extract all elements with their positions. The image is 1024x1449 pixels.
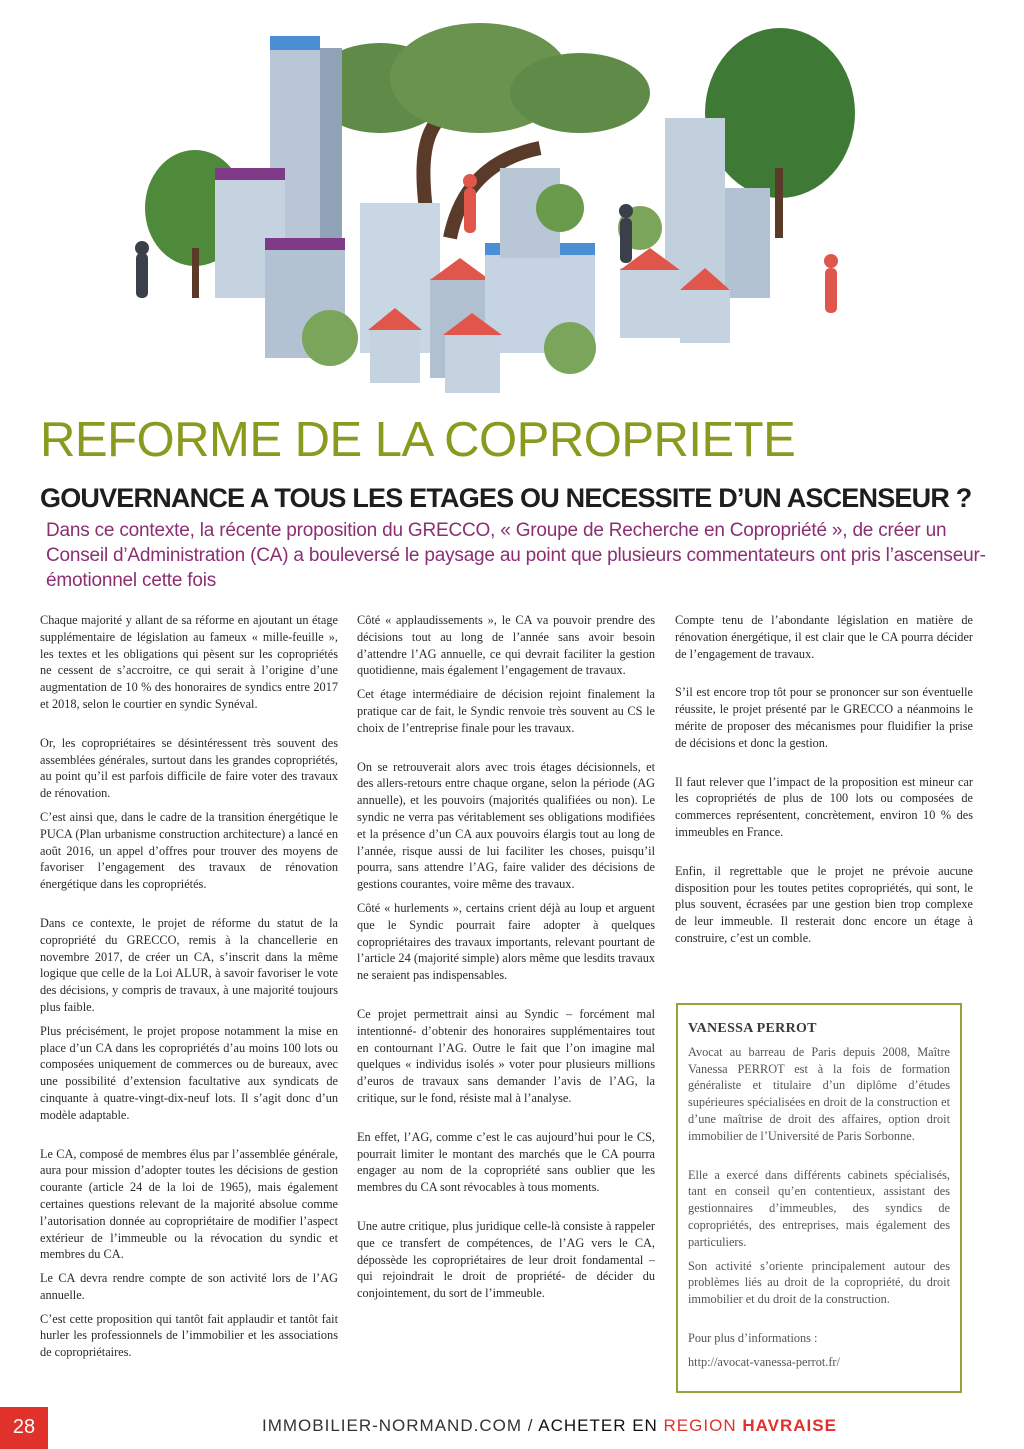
paragraph: Chaque majorité y allant de sa réforme en ajoutant un étage supplémentaire de législation au fameux « mille-feuille », les textes et les obligations qui pèsent sur les copropriétés ne cessent de s’accroitre, ce qui serait à l’origine d’une augmentation de 10 % des honoraires de syndics entre 2017 et 2018, selon le courtier en syndic Synéval. <box>40 613 338 711</box>
paragraph: Le CA, composé de membres élus par l’assemblée générale, aura pour mission d’adopter toutes les décisions de gestion courante (article 24 de la loi de 1965), mais également certaines questions relevant de la majorité absolue comme l’autorisation donnée au copropriétaire de modifier l’aspect extérieur de l’immeuble ou la révocation du syndic et membres du CA. <box>40 1146 338 1262</box>
paragraph: Compte tenu de l’abondante législation en matière de rénovation énergétique, il est clair que le CA pourra décider de l’engagement de travaux. <box>675 613 973 661</box>
text-column-3 <box>675 612 973 954</box>
footer-city: HAVRAISE <box>742 1416 837 1435</box>
footer-buy: ACHETER EN <box>538 1416 664 1435</box>
text-column-2 <box>357 612 655 1309</box>
author-experience: Elle a exercé dans différents cabinets spécialisés, tant en conseil qu’en contentieux, assistant des gestionnaires d’immeubles, des syndics de copropriétés, des entreprises, mais également des particuliers. <box>688 1167 950 1249</box>
author-activity: Son activité s’oriente principalement autour des problèmes liés au droit de la copropriété, du droit immobilier et du droit de la construction. <box>688 1258 950 1307</box>
article-subtitle: GOUVERNANCE A TOUS LES ETAGES OU NECESSITE D’UN ASCENSEUR ? <box>40 483 972 513</box>
author-bio: Avocat au barreau de Paris depuis 2008, Maître Vanessa PERROT est à la fois de formation généraliste et titulaire d’un diplôme d’études supérieures spécialisées en droit de la construction et d’une maîtrise de droit des affaires, option droit immobilier de l’Université de Paris Sorbonne. <box>688 1044 950 1143</box>
article-title: REFORME DE LA COPROPRIETE <box>40 413 796 467</box>
paragraph: Une autre critique, plus juridique celle-là consiste à rappeler que ce transfert de compétences, de l’AG vers le CA, dépossède les copropriétaires de leur droit fondamental – qui rejoindrait le droit de propriété- de décider du conjointement, du sort de l’immeuble. <box>357 1218 655 1301</box>
paragraph: Cet étage intermédiaire de décision rejoint finalement la pratique car de fait, le Syndic renvoie très souvent au CS le choix de l’entreprise finale pour les travaux. <box>357 687 655 735</box>
author-box <box>676 1003 962 1393</box>
paragraph: Le CA devra rendre compte de son activité lors de l’AG annuelle. <box>40 1271 338 1302</box>
footer-site[interactable]: IMMOBILIER-NORMAND.COM <box>262 1416 522 1435</box>
page-footer <box>0 1407 1024 1449</box>
footer-region: REGION <box>663 1416 743 1435</box>
city-illustration <box>120 18 880 410</box>
paragraph: Dans ce contexte, le projet de réforme du statut de la copropriété du GRECCO, remis à la chancellerie en novembre 2017, de créer un CA, s’inscrit dans la même logique que celle de la Loi ALUR, à savoir favoriser le vote des décisions, y compris de travaux, à une majorité toujours plus faible. <box>40 915 338 1014</box>
footer-text <box>262 1416 837 1436</box>
paragraph: C’est cette proposition qui tantôt fait applaudir et tantôt fait hurler les professionnels de l’immobilier et les associations de copropriétaires. <box>40 1311 338 1360</box>
author-info-label: Pour plus d’informations : <box>688 1330 818 1345</box>
paragraph: Plus précisément, le projet propose notamment la mise en place d’un CA dans les copropriétés d’au moins 100 lots ou composées uniquement de commerces ou de bureaux, avec une possibilité d’extension facultative aux syndicats de cinquante à quatre-vingt-dix-neuf lots. Il s’agit donc d’un modèle adaptable. <box>40 1023 338 1122</box>
paragraph: En effet, l’AG, comme c’est le cas aujourd’hui pour le CS, pourrait limiter le montant des marchés que le CA pourra engager au nom de la copropriété sans oublier que les membres du CA sont révocables à tous moments. <box>357 1129 655 1195</box>
article-lead: Dans ce contexte, la récente proposition du GRECCO, « Groupe de Recherche en Copropriété », de créer un Conseil d’Administration (CA) a bouleversé le paysage au point que plusieurs commentateurs ont pris l’ascenseur- émotionnel cette fois <box>46 520 986 591</box>
author-name: VANESSA PERROT <box>688 1021 817 1036</box>
paragraph: Il faut relever que l’impact de la proposition est mineur car les copropriétés de plus de 100 lots ou composées de commerces représentent, concrètement, environ 10 % des immeubles en France. <box>675 774 973 839</box>
paragraph: Côté « hurlements », certains crient déjà au loup et arguent que le Syndic pourrait faire adopter à quelques copropriétaires des travaux importants, relevant pourtant de l’article 24 (majorité simple) alors même que lesdits travaux ne seraient pas indispensables. <box>357 900 655 983</box>
paragraph: On se retrouverait alors avec trois étages décisionnels, et des allers-retours entre chaque organe, selon la période (AG annuelle), et les pouvoirs (majorités qualifiées ou non). Le syndic ne verra pas véritablement ses obligations modifiées et la présence d’un CA aux pouvoirs élargis tout au long de l’année, risque aussi de lui faciliter les choses, puisqu’il pourra, sans attendre l’AG, faire valider des décisions de gestions courantes, voire même des travaux. <box>357 759 655 892</box>
paragraph: Ce projet permettrait ainsi au Syndic – forcément mal intentionné- d’obtenir des honoraires supplémentaires tout en contournant l’AG. Outre le fait que l’on imagine mal quelques « individus isolés » voter pour plusieurs millions d’euros de travaux sans demander l’avis de l’AG, la critique, sur le fond, résiste mal à l’analyse. <box>357 1006 655 1105</box>
text-column-1 <box>40 612 338 1368</box>
paragraph: C’est ainsi que, dans le cadre de la transition énergétique le PUCA (Plan urbanisme construction architecture) a lancé en août 2016, un appel d’offres pour trouver des moyens de favoriser l’engagement des travaux de rénovation énergétique dans les copropriétés. <box>40 809 338 892</box>
paragraph: Or, les copropriétaires se désintéressent très souvent des assemblées générales, surtout dans les grandes copropriétés, au point qu’il est parfois difficile de faire voter des travaux de rénovation. <box>40 735 338 801</box>
paragraph: Côté « applaudissements », le CA va pouvoir prendre des décisions tout au long de l’année sans avoir besoin d’attendre l’AG annuelle, ce qui devrait faciliter la gestion quotidienne, mais également l’engagement de travaux. <box>357 613 655 678</box>
author-website-link[interactable]: http://avocat-vanessa-perrot.fr/ <box>688 1354 840 1369</box>
paragraph: Enfin, il regrettable que le projet ne prévoie aucune disposition pour les toutes petites copropriétés, qui sont, le plus souvent, écrasées par une gestion bien trop complexe de leur immeuble. Il resterait donc encore un étage à construire, c’est un comble. <box>675 863 973 945</box>
page-number: 28 <box>0 1407 48 1449</box>
footer-separator: / <box>522 1416 539 1435</box>
paragraph: S’il est encore trop tôt pour se prononcer sur son éventuelle réussite, le projet présenté par le GRECCO a néanmoins le mérite de proposer des mécanismes pour fluidifier la prise de décisions et donc la gestion. <box>675 685 973 750</box>
